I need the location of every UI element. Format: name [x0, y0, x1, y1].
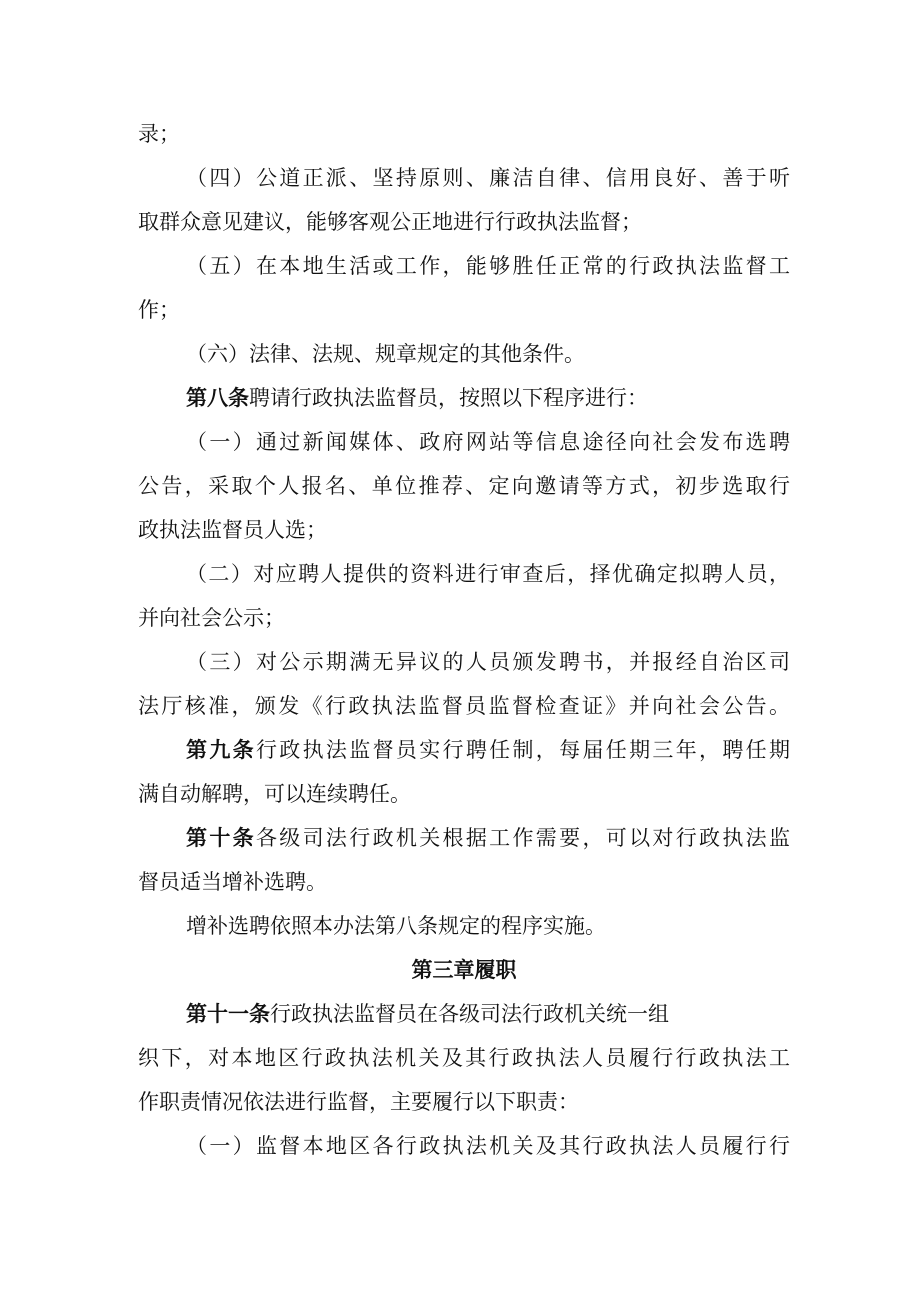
text-line: 录； [138, 122, 180, 146]
article-9-heading: 第九条 [186, 738, 256, 762]
text-line: 满自动解聘，可以连续聘任。 [138, 782, 411, 806]
text-line: 并向社会公示； [138, 606, 285, 630]
chapter-heading: 第三章履职 [411, 958, 517, 982]
text-line: 作职责情况依法进行监督，主要履行以下职责： [138, 1090, 579, 1114]
text-line: 织下，对本地区行政执法机关及其行政执法人员履行行政执法工 [138, 1046, 790, 1070]
article-9-text: 行政执法监督员实行聘任制，每届任期三年，聘任期 [255, 738, 790, 762]
article-11 [186, 996, 790, 1032]
text-line: （三）对公示期满无异议的人员颁发聘书，并报经自治区司 [186, 650, 790, 674]
article-10-heading: 第十条 [186, 826, 256, 850]
article-11-heading: 第十一条 [186, 1002, 270, 1026]
text-line: 督员适当增补选聘。 [138, 870, 327, 894]
text-line: 法厅核准，颁发《行政执法监督员监督检查证》并向社会公告。 [138, 694, 790, 718]
text-line: 取群众意见建议，能够客观公正地进行行政执法监督； [138, 210, 642, 234]
text-line: 增补选聘依照本办法第八条规定的程序实施。 [186, 914, 606, 938]
article-8-text: 聘请行政执法监督员，按照以下程序进行： [249, 386, 648, 410]
article-10 [186, 820, 790, 856]
text-line: （一）监督本地区各行政执法机关及其行政执法人员履行行 [186, 1134, 790, 1158]
article-11-text: 行政执法监督员在各级司法行政机关统一组 [270, 1002, 669, 1026]
article-10-text: 各级司法行政机关根据工作需要，可以对行政执法监 [255, 826, 790, 850]
text-line: （二）对应聘人提供的资料进行审查后，择优确定拟聘人员， [186, 562, 790, 586]
text-line: （五）在本地生活或工作，能够胜任正常的行政执法监督工 [186, 254, 790, 278]
text-line: （一）通过新闻媒体、政府网站等信息途径向社会发布选聘 [186, 430, 790, 454]
text-line: （四）公道正派、坚持原则、廉洁自律、信用良好、善于听 [186, 166, 790, 190]
text-line: （六）法律、法规、规章规定的其他条件。 [186, 342, 585, 366]
text-line: 政执法监督员人选； [138, 518, 327, 542]
article-9 [186, 732, 790, 768]
text-line: 作； [138, 298, 180, 322]
article-8-heading: 第八条 [186, 386, 249, 410]
text-line: 公告，采取个人报名、单位推荐、定向邀请等方式，初步选取行 [138, 474, 790, 498]
article-8 [186, 380, 790, 416]
